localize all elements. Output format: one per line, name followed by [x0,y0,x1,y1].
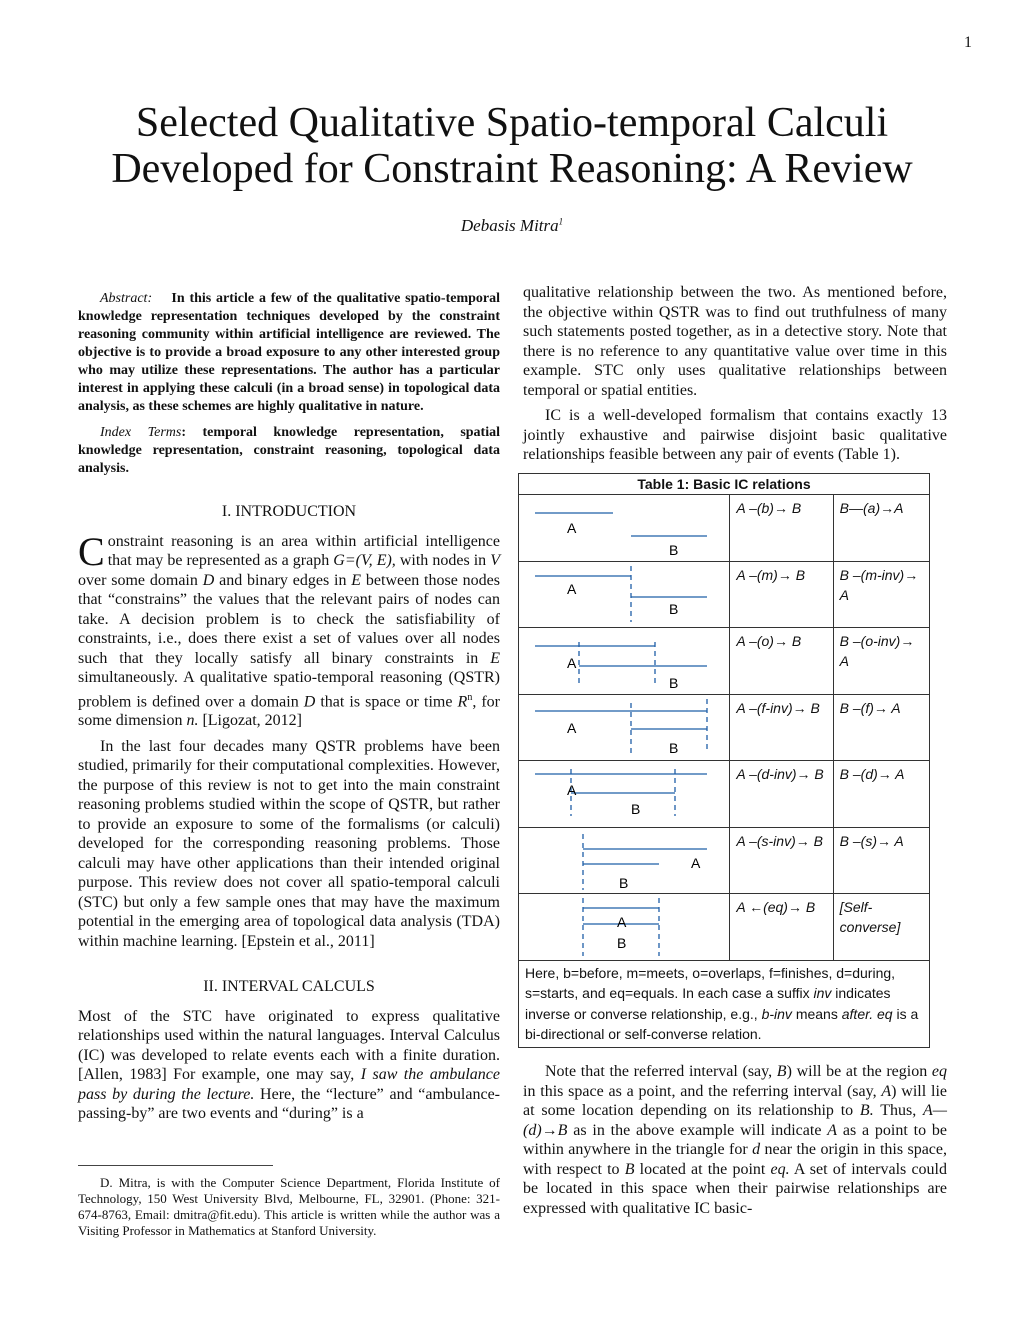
index-terms-label: Index Terms [100,425,182,440]
text-run: indicates inverse or converse relationship, e.g., [525,985,891,1022]
paper-title [0,100,1024,192]
author [0,216,1024,236]
text-run: R [457,692,468,710]
text-run: V [490,552,501,569]
relation-cell: A –(s-inv)→ B [730,828,833,894]
table-1 [518,473,930,1048]
table-row [519,760,929,827]
text-run: means [791,1005,842,1022]
relation-cell: A –(b)→ B [730,495,833,561]
text-run: after. eq [841,1005,893,1022]
text-run: B [776,1063,787,1080]
table-row [519,561,929,628]
table-figure-cell [519,894,730,960]
label-b: B [617,935,627,951]
text-run: located at the point [634,1160,771,1178]
text-run: Here, b=before, m=meets, o=overlaps, f=finishes, d=during, s=starts, and eq=equals. In each case a suffix [525,964,896,1001]
label-b: B [669,739,679,756]
right-column [523,283,947,471]
text-run: n. [186,712,199,730]
table-figure-cell [519,628,730,694]
author-name: Debasis Mitra [460,216,559,235]
footnote-rule [78,1165,273,1166]
text-run: I saw the ambulance pass by during the lecture. [78,1066,500,1103]
inverse-relation-cell: B –(d)→ A [839,766,905,782]
intro-paragraph-1 [78,528,501,731]
text-run: b-inv [761,1005,792,1022]
text-run: with nodes in [395,552,491,569]
abstract-label: Abstract: [100,291,153,306]
table-figure-cell [519,761,730,827]
footnote [78,1175,500,1239]
text-run: D [202,571,215,589]
title-line-1: Selected Qualitative Spatio-temporal Calculi [135,100,889,146]
inverse-relation-cell: B –(f)→ A [839,699,901,716]
text-run: [Ligozat, 2012] [198,712,302,730]
text-run: in this space as a point, and the referring interval (say, [523,1082,882,1100]
right-paragraph-1: qualitative relationship between the two. As mentioned before, the objective within QSTR was to find out truthfulness of many such statements posted together, as in a detective story. Note that there is no reference to any quantitative value over time in this example. STC only uses qualitative relationships between temporal or spatial entities. [523,284,947,399]
right-paragraph-3 [523,1062,947,1224]
relation-cell: A –(d-inv)→ B [730,761,833,827]
text-run: G=(V, E), [333,552,396,569]
label-b: B [631,801,641,817]
text-run: Most of the STC have originated to express qualitative relationships used within the natural languages. Interval Calculus (IC) was developed to relate events each with a finite duration. [Allen, 1983] For example, one may say, [78,1007,500,1084]
text-run: and binary edges in [214,571,352,589]
intro-paragraph-2: In the last four decades many QSTR problems have been studied, primarily for their computational complexities. However, the purpose of this review is not to get into the main constraint reasoning problems studied within the scope of QSTR, but rather to provide an exposure to some of the formalisms (or calculi) developed for the corresponding reasoning problems. Those calculi may have other applications than their intended original purpose. This review does not cover all spatio-temporal calculi (STC) but only a few sample ones that may have the maximum potential in the emerging area of topological data analysis (TDA) within machine learning. [Epstein et al., 2011] [78,737,500,950]
relation-cell: A ←(eq)→ B [730,894,833,960]
text-run: B [624,1160,635,1178]
label-a: A [567,719,577,736]
interval-diagram [519,695,731,760]
label-a: A [567,520,577,536]
text-run: onstraint reasoning is an area within artificial intelligence that may be represented as a graph [107,532,500,569]
text-run: as in the above example will indicate [567,1121,828,1139]
text-run: near the origin in this space, with respect to [523,1141,948,1178]
index-terms [78,424,500,478]
table-figure-cell [519,695,730,761]
relation-cell: A –(m)→ B [730,562,833,628]
text-run: is a bi-directional or self-converse relation. [525,1005,919,1042]
text-run: Thus, [873,1102,923,1119]
text-run: simultaneously. A qualitative spatio-temporal reasoning (QSTR) problem is defined over a domain [78,669,500,710]
footnote-text: D. Mitra, is with the Computer Science Department, Florida Institute of Technology, 150 West University Blvd, Melbourne, FL, 32901. (Phone: 321-674-8763, Email: dmitra@fit.edu). This article is written while the author was a Visiting Professor in Mathematics at Stanford University. [78,1175,500,1238]
text-run: ) will be at the region [786,1063,932,1080]
label-a: A [567,580,577,597]
table-row [519,694,929,761]
table-row [519,495,929,561]
table-note [518,961,930,1048]
table-title: Table 1: Basic IC relations [518,473,930,494]
text-run: A set of intervals could be located in this space when their pairwise relationships are expressed with qualitative IC basic- [523,1160,947,1217]
drop-cap: C [78,528,105,574]
text-run: ) will lie at some location depending on its relationship to [523,1082,947,1119]
text-run: Note that the referred interval (say, [545,1063,777,1080]
text-run: n [467,691,473,703]
text-run: A [881,1082,892,1100]
interval-diagram [519,562,731,627]
text-run: eq. [770,1160,790,1178]
label-b: B [669,600,679,617]
inverse-relation-cell: [Self-converse] [839,899,901,935]
index-terms-text: : temporal knowledge representation, spatial knowledge representation, constraint reasoning, topological data analysis. [78,425,501,476]
inverse-relation-cell: B –(m-inv)→ A [839,566,919,603]
section-2-heading: II. INTERVAL CALCULS [203,978,375,996]
text-run: d [752,1141,761,1158]
text-run: as a point to be within anywhere in the triangle for [523,1121,947,1158]
label-a: A [567,655,577,671]
table-figure-cell [519,828,730,894]
label-a: A [617,914,627,930]
text-run: D [303,692,316,710]
table-figure-cell [519,495,730,561]
table-row [519,627,929,694]
text-run: inv [813,985,832,1001]
table-row [519,893,929,960]
interval-paragraph-1 [78,1007,500,1124]
text-run: between those nodes that “constrains” the values that the relevant pairs of nodes can take. A decision problem is to check the satisfiability of constraints, i.e., does there exist a set of values over all nodes such that they locally satisfy all binary constraints in [78,571,500,667]
text-run: E [490,649,500,667]
label-b: B [619,874,629,891]
title-line-2: Developed for Constraint Reasoning: A Review [111,146,913,192]
table-figure-cell [519,562,730,628]
inverse-relation-cell: B –(o-inv)→ A [839,633,915,669]
table-grid [518,494,930,961]
text-run: E [351,571,362,589]
page-number: 1 [964,34,972,51]
text-run: over some domain [78,571,203,589]
inverse-relation-cell: B –(s)→ A [839,832,904,849]
text-run: Here, the “lecture” and “ambulance-passing-by” are two events and “during” is a [78,1085,500,1123]
label-b: B [669,542,679,558]
abstract-text: In this article a few of the qualitative spatio-temporal knowledge representation techniques developed by the constraint reasoning community within artificial intelligence are reviewed. The objective is to provide a broad exposure to any other interested group who may utilize these representations. The author has a particular interest in applying these calculi (in a broad sense) in topological data analysis, as these schemes are highly qualitative in nature. [78,291,501,414]
interval-diagram [519,628,731,693]
interval-diagram [519,894,731,959]
left-column [78,290,500,1130]
right-paragraph-2: IC is a well-developed formalism that contains exactly 13 jointly exhaustive and pairwise disjoint basic qualitative relationships feasible between any pair of events (Table 1). [523,407,947,463]
abstract [78,290,500,416]
interval-diagram [519,495,731,560]
text-run: A [827,1121,838,1139]
label-a: A [567,782,577,798]
text-run: eq [931,1063,947,1080]
relation-cell: A –(f-inv)→ B [730,695,833,761]
interval-diagram [519,828,731,893]
label-b: B [669,675,679,691]
label-a: A [691,854,701,871]
interval-diagram [519,761,731,826]
relation-cell: A –(o)→ B [730,628,833,694]
text-run: that is space or time [315,692,458,710]
text-run: A—(d)→B [523,1102,947,1139]
text-run: , for some dimension [78,692,501,730]
section-1-heading: I. INTRODUCTION [221,503,357,520]
table-row [519,827,929,894]
text-run: B. [859,1102,874,1119]
inverse-relation-cell: B—(a)→A [839,500,904,516]
author-footnote-mark: 1 [558,216,564,227]
